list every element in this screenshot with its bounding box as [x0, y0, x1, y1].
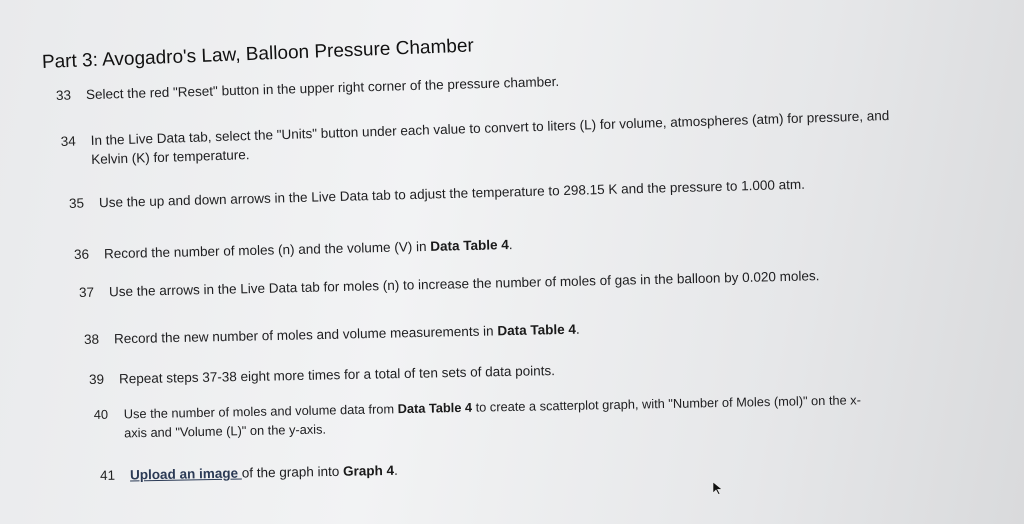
step-text: Record the number of moles (n) and the volume (V) in	[103, 238, 431, 262]
step-text: Use the arrows in the Live Data tab for moles (n) to increase the number of moles of gas in the balloon by 0.020 moles.	[108, 268, 820, 300]
step-number: 41	[99, 467, 116, 483]
upload-image-link[interactable]: Upload an image	[129, 465, 242, 483]
step-number: 36	[73, 246, 90, 262]
step-number: 39	[88, 371, 105, 387]
step-36: 36 Record the number of moles (n) and the volume (V) in Data Table 4.	[73, 237, 513, 262]
step-text: Use the up and down arrows in the Live Data tab to adjust the temperature to 298.15 K and the pressure to 1.000 atm.	[98, 176, 806, 211]
mouse-pointer-icon	[712, 481, 724, 495]
data-table-ref: Data Table 4	[430, 237, 509, 254]
step-number: 40	[93, 406, 109, 423]
step-37	[79, 266, 820, 302]
step-number: 38	[83, 331, 100, 347]
step-number: 37	[78, 284, 95, 300]
graph-ref: Graph 4	[342, 462, 395, 479]
step-number: 33	[55, 87, 72, 103]
step-text: Select the red "Reset" button in the upper right corner of the pressure chamber.	[85, 73, 560, 103]
step-text: In the Live Data tab, select the "Units" button under each value to convert to liters (L) for volume, atmospheres (atm) for pressure, and	[90, 107, 890, 149]
step-35	[69, 175, 805, 213]
step-33	[56, 72, 560, 105]
step-number: 35	[68, 195, 85, 211]
step-text: Record the new number of moles and volume measurements in	[113, 323, 498, 347]
data-table-ref: Data Table 4	[497, 321, 577, 339]
step-text: Repeat steps 37-38 eight more times for a total of ten sets of data points.	[118, 363, 556, 387]
step-41: 41 Upload an image of the graph into Graph 4.	[99, 462, 398, 483]
step-34	[60, 106, 890, 170]
step-number: 34	[60, 133, 76, 150]
step-text-continued: axis and "Volume (L)" on the y-axis.	[124, 421, 327, 441]
data-table-ref: Data Table 4	[397, 399, 473, 417]
step-40: 40 Use the number of moles and volume data from Data Table 4 to create a scatterplot graph, with "Number of Moles (mol)" on the x- axis and "Volume (L)" on the y-axis.	[94, 390, 862, 443]
step-39	[89, 361, 555, 389]
page-title: Part 3: Avogadro's Law, Balloon Pressure Chamber	[41, 35, 475, 73]
step-text: Use the number of moles and volume data from	[123, 401, 398, 422]
step-text-continued: Kelvin (K) for temperature.	[91, 147, 250, 168]
step-38: 38 Record the new number of moles and volume measurements in Data Table 4.	[83, 321, 580, 347]
